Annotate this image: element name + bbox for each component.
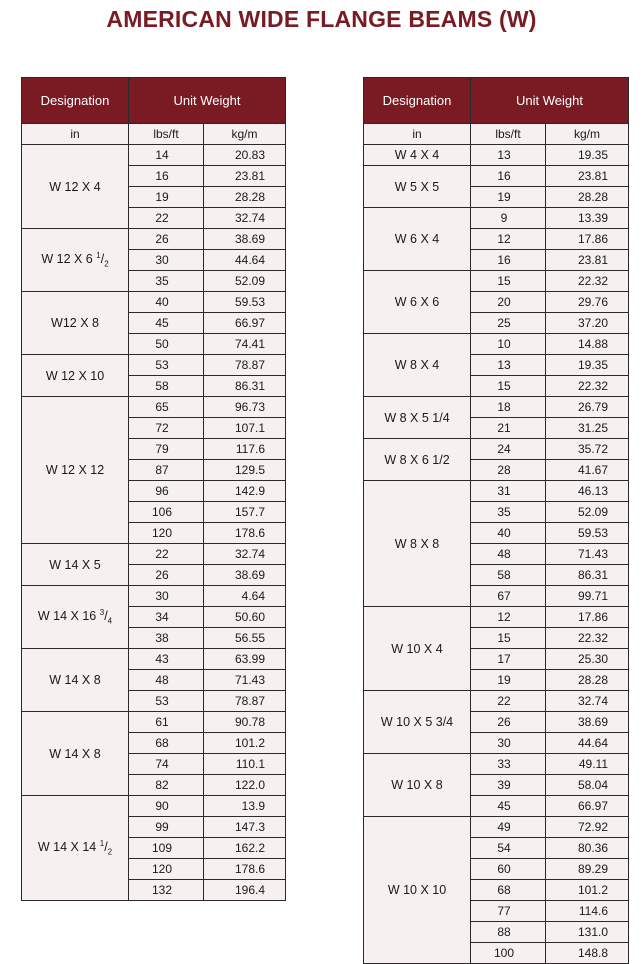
fraction-numerator: 1 (96, 251, 101, 261)
unit-in-header: in (364, 124, 471, 145)
designation-cell (22, 586, 129, 649)
kg-per-m-cell: 178.6 (204, 859, 286, 880)
designation-label: W 12 X 4 (49, 179, 101, 194)
kg-per-m-cell: 59.53 (204, 292, 286, 313)
lbs-per-ft-cell: 68 (129, 733, 204, 754)
designation-label: W 12 X 12 (45, 463, 105, 477)
kg-per-m-cell: 178.6 (204, 523, 286, 544)
lbs-per-ft-cell: 90 (129, 796, 204, 817)
designation-cell (364, 166, 471, 208)
kg-per-m-cell: 147.3 (204, 817, 286, 838)
fraction-denominator: 2 (107, 847, 113, 857)
designation-cell (22, 145, 129, 229)
lbs-per-ft-cell: 16 (471, 166, 546, 187)
lbs-per-ft-cell: 16 (129, 166, 204, 187)
fraction-numerator: 3 (99, 608, 105, 618)
lbs-per-ft-cell: 67 (471, 586, 546, 607)
table-row (22, 229, 286, 250)
lbs-per-ft-cell: 45 (129, 313, 204, 334)
lbs-per-ft-cell: 48 (471, 544, 546, 565)
lbs-per-ft-cell: 53 (129, 691, 204, 712)
table-row (364, 145, 629, 166)
kg-per-m-cell: 41.67 (546, 460, 629, 481)
kg-per-m-cell: 71.43 (546, 544, 629, 565)
designation-label: W 14 X 14 (37, 840, 97, 855)
kg-per-m-cell: 56.55 (204, 628, 286, 649)
kg-per-m-cell: 19.35 (546, 355, 629, 376)
kg-per-m-cell: 196.4 (204, 880, 286, 901)
lbs-per-ft-cell: 38 (129, 628, 204, 649)
designation-cell (22, 649, 129, 712)
kg-per-m-cell: 71.43 (204, 670, 286, 691)
designation-label: W 8 X 4 (394, 358, 440, 372)
kg-per-m-cell: 72.92 (546, 817, 629, 838)
designation-cell (22, 355, 129, 397)
table-row (22, 544, 286, 565)
lbs-per-ft-cell: 13 (471, 145, 546, 166)
unit-kg-header: kg/m (204, 124, 286, 145)
lbs-per-ft-cell: 49 (471, 817, 546, 838)
kg-per-m-cell: 23.81 (546, 166, 629, 187)
designation-cell (364, 397, 471, 439)
lbs-per-ft-cell: 68 (471, 880, 546, 901)
lbs-per-ft-cell: 16 (471, 250, 546, 271)
lbs-per-ft-cell: 18 (471, 397, 546, 418)
lbs-per-ft-cell: 34 (129, 607, 204, 628)
kg-per-m-cell: 17.86 (546, 607, 629, 628)
kg-per-m-cell: 117.6 (204, 439, 286, 460)
kg-per-m-cell: 90.78 (204, 712, 286, 733)
unit-weight-header: Unit Weight (471, 78, 629, 124)
kg-per-m-cell: 59.53 (546, 523, 629, 544)
kg-per-m-cell: 25.30 (546, 649, 629, 670)
lbs-per-ft-cell: 30 (471, 733, 546, 754)
kg-per-m-cell: 101.2 (546, 880, 629, 901)
lbs-per-ft-cell: 54 (471, 838, 546, 859)
lbs-per-ft-cell: 24 (471, 439, 546, 460)
unit-weight-header: Unit Weight (129, 78, 286, 124)
lbs-per-ft-cell: 22 (471, 691, 546, 712)
designation-label: W 14 X 8 (49, 746, 101, 761)
lbs-per-ft-cell: 39 (471, 775, 546, 796)
fraction-slash: / (100, 252, 105, 267)
table-row (364, 607, 629, 628)
kg-per-m-cell: 32.74 (204, 544, 286, 565)
unit-kg-header: kg/m (546, 124, 629, 145)
lbs-per-ft-cell: 48 (129, 670, 204, 691)
right-beam-table (363, 77, 629, 964)
kg-per-m-cell: 4.64 (204, 586, 286, 607)
designation-cell (364, 481, 471, 607)
lbs-per-ft-cell: 50 (129, 334, 204, 355)
kg-per-m-cell: 20.83 (204, 145, 286, 166)
lbs-per-ft-cell: 79 (129, 439, 204, 460)
kg-per-m-cell: 52.09 (204, 271, 286, 292)
kg-per-m-cell: 38.69 (204, 229, 286, 250)
lbs-per-ft-cell: 19 (129, 187, 204, 208)
kg-per-m-cell: 49.11 (546, 754, 629, 775)
page-title: AMERICAN WIDE FLANGE BEAMS (W) (106, 6, 537, 32)
designation-cell (364, 334, 471, 397)
kg-per-m-cell: 13.39 (546, 208, 629, 229)
lbs-per-ft-cell: 74 (129, 754, 204, 775)
lbs-per-ft-cell: 43 (129, 649, 204, 670)
kg-per-m-cell: 23.81 (546, 250, 629, 271)
designation-label: W 8 X 6 1/2 (384, 452, 450, 467)
designation-label: W 8 X 8 (394, 536, 440, 551)
designation-cell (364, 439, 471, 481)
designation-cell (364, 607, 471, 691)
lbs-per-ft-cell: 20 (471, 292, 546, 313)
kg-per-m-cell: 28.28 (204, 187, 286, 208)
unit-lbs-header: lbs/ft (129, 124, 204, 145)
lbs-per-ft-cell: 28 (471, 460, 546, 481)
kg-per-m-cell: 131.0 (546, 922, 629, 943)
designation-label: W 12 X 10 (45, 368, 105, 383)
table-row (364, 334, 629, 355)
designation-label: W 14 X 5 (49, 557, 101, 572)
lbs-per-ft-cell: 10 (471, 334, 546, 355)
lbs-per-ft-cell: 35 (129, 271, 204, 292)
fraction-numerator: 1 (99, 839, 105, 849)
kg-per-m-cell: 29.76 (546, 292, 629, 313)
lbs-per-ft-cell: 26 (471, 712, 546, 733)
kg-per-m-cell: 28.28 (546, 187, 629, 208)
kg-per-m-cell: 52.09 (546, 502, 629, 523)
kg-per-m-cell: 107.1 (204, 418, 286, 439)
lbs-per-ft-cell: 40 (471, 523, 546, 544)
kg-per-m-cell: 80.36 (546, 838, 629, 859)
fraction-denominator: 4 (107, 616, 113, 626)
fraction-slash: / (104, 840, 108, 855)
kg-per-m-cell: 32.74 (204, 208, 286, 229)
kg-per-m-cell: 122.0 (204, 775, 286, 796)
lbs-per-ft-cell: 15 (471, 628, 546, 649)
table-row (364, 166, 629, 187)
lbs-per-ft-cell: 15 (471, 376, 546, 397)
kg-per-m-cell: 37.20 (546, 313, 629, 334)
kg-per-m-cell: 162.2 (204, 838, 286, 859)
kg-per-m-cell: 35.72 (546, 439, 629, 460)
kg-per-m-cell: 38.69 (204, 565, 286, 586)
kg-per-m-cell: 74.41 (204, 334, 286, 355)
table-row (364, 481, 629, 502)
lbs-per-ft-cell: 19 (471, 187, 546, 208)
designation-label: W 10 X 10 (387, 883, 447, 897)
kg-per-m-cell: 22.32 (546, 376, 629, 397)
kg-per-m-cell: 99.71 (546, 586, 629, 607)
designation-label: W 10 X 5 3/4 (380, 715, 454, 729)
designation-label: W 5 X 5 (394, 179, 440, 194)
designation-cell (364, 691, 471, 754)
lbs-per-ft-cell: 40 (129, 292, 204, 313)
lbs-per-ft-cell: 30 (129, 250, 204, 271)
lbs-per-ft-cell: 21 (471, 418, 546, 439)
kg-per-m-cell: 66.97 (546, 796, 629, 817)
kg-per-m-cell: 86.31 (546, 565, 629, 586)
kg-per-m-cell: 44.64 (546, 733, 629, 754)
lbs-per-ft-cell: 22 (129, 544, 204, 565)
lbs-per-ft-cell: 13 (471, 355, 546, 376)
designation-label: W 6 X 4 (394, 232, 440, 246)
designation-cell (364, 754, 471, 817)
kg-per-m-cell: 32.74 (546, 691, 629, 712)
designation-cell (364, 271, 471, 334)
table-row (22, 649, 286, 670)
table-row (22, 397, 286, 418)
lbs-per-ft-cell: 100 (471, 943, 546, 964)
designation-label: W 10 X 8 (391, 778, 443, 792)
kg-per-m-cell: 22.32 (546, 628, 629, 649)
kg-per-m-cell: 22.32 (546, 271, 629, 292)
kg-per-m-cell: 148.8 (546, 943, 629, 964)
table-row (22, 145, 286, 166)
designation-label: W 12 X 6 (41, 252, 93, 267)
kg-per-m-cell: 142.9 (204, 481, 286, 502)
table-row (22, 355, 286, 376)
designation-cell (364, 817, 471, 964)
kg-per-m-cell: 96.73 (204, 397, 286, 418)
kg-per-m-cell: 86.31 (204, 376, 286, 397)
lbs-per-ft-cell: 61 (129, 712, 204, 733)
kg-per-m-cell: 31.25 (546, 418, 629, 439)
kg-per-m-cell: 58.04 (546, 775, 629, 796)
kg-per-m-cell: 13.9 (204, 796, 286, 817)
unit-lbs-header: lbs/ft (471, 124, 546, 145)
lbs-per-ft-cell: 120 (129, 859, 204, 880)
lbs-per-ft-cell: 25 (471, 313, 546, 334)
kg-per-m-cell: 63.99 (204, 649, 286, 670)
designation-label: W 10 X 4 (391, 641, 443, 656)
lbs-per-ft-cell: 12 (471, 229, 546, 250)
table-row (364, 817, 629, 838)
kg-per-m-cell: 28.28 (546, 670, 629, 691)
designation-cell (22, 397, 129, 544)
lbs-per-ft-cell: 30 (129, 586, 204, 607)
table-row (364, 691, 629, 712)
table-row (22, 292, 286, 313)
lbs-per-ft-cell: 15 (471, 271, 546, 292)
kg-per-m-cell: 38.69 (546, 712, 629, 733)
designation-cell (22, 796, 129, 901)
kg-per-m-cell: 17.86 (546, 229, 629, 250)
designation-cell (22, 712, 129, 796)
table-row (22, 586, 286, 607)
kg-per-m-cell: 157.7 (204, 502, 286, 523)
kg-per-m-cell: 26.79 (546, 397, 629, 418)
fraction-denominator: 2 (104, 259, 109, 269)
kg-per-m-cell: 78.87 (204, 355, 286, 376)
kg-per-m-cell: 23.81 (204, 166, 286, 187)
lbs-per-ft-cell: 109 (129, 838, 204, 859)
kg-per-m-cell: 44.64 (204, 250, 286, 271)
lbs-per-ft-cell: 22 (129, 208, 204, 229)
kg-per-m-cell: 114.6 (546, 901, 629, 922)
lbs-per-ft-cell: 77 (471, 901, 546, 922)
kg-per-m-cell: 14.88 (546, 334, 629, 355)
left-beam-table (21, 77, 286, 901)
lbs-per-ft-cell: 53 (129, 355, 204, 376)
lbs-per-ft-cell: 33 (471, 754, 546, 775)
designation-label: W 14 X 16 (37, 609, 97, 624)
lbs-per-ft-cell: 82 (129, 775, 204, 796)
kg-per-m-cell: 66.97 (204, 313, 286, 334)
designation-cell (22, 544, 129, 586)
lbs-per-ft-cell: 72 (129, 418, 204, 439)
kg-per-m-cell: 50.60 (204, 607, 286, 628)
designation-label: W12 X 8 (51, 316, 99, 330)
table-row (364, 754, 629, 775)
unit-in-header: in (22, 124, 129, 145)
lbs-per-ft-cell: 99 (129, 817, 204, 838)
kg-per-m-cell: 19.35 (546, 145, 629, 166)
lbs-per-ft-cell: 60 (471, 859, 546, 880)
lbs-per-ft-cell: 132 (129, 880, 204, 901)
lbs-per-ft-cell: 26 (129, 565, 204, 586)
designation-cell (364, 145, 471, 166)
designation-header: Designation (22, 78, 129, 124)
designation-label: W 6 X 6 (394, 295, 440, 309)
kg-per-m-cell: 129.5 (204, 460, 286, 481)
designation-label: W 14 X 8 (49, 673, 101, 687)
lbs-per-ft-cell: 106 (129, 502, 204, 523)
lbs-per-ft-cell: 96 (129, 481, 204, 502)
lbs-per-ft-cell: 87 (129, 460, 204, 481)
lbs-per-ft-cell: 9 (471, 208, 546, 229)
table-row (364, 439, 629, 460)
table-row (364, 397, 629, 418)
lbs-per-ft-cell: 65 (129, 397, 204, 418)
fraction-slash: / (104, 609, 108, 624)
lbs-per-ft-cell: 58 (129, 376, 204, 397)
designation-label: W 8 X 5 1/4 (384, 410, 450, 425)
lbs-per-ft-cell: 88 (471, 922, 546, 943)
lbs-per-ft-cell: 35 (471, 502, 546, 523)
designation-cell (364, 208, 471, 271)
designation-label: W 4 X 4 (394, 148, 440, 162)
lbs-per-ft-cell: 14 (129, 145, 204, 166)
lbs-per-ft-cell: 45 (471, 796, 546, 817)
lbs-per-ft-cell: 58 (471, 565, 546, 586)
kg-per-m-cell: 89.29 (546, 859, 629, 880)
table-row (22, 796, 286, 817)
lbs-per-ft-cell: 120 (129, 523, 204, 544)
kg-per-m-cell: 110.1 (204, 754, 286, 775)
lbs-per-ft-cell: 31 (471, 481, 546, 502)
kg-per-m-cell: 101.2 (204, 733, 286, 754)
lbs-per-ft-cell: 12 (471, 607, 546, 628)
designation-cell (22, 229, 129, 292)
table-row (364, 271, 629, 292)
kg-per-m-cell: 78.87 (204, 691, 286, 712)
lbs-per-ft-cell: 19 (471, 670, 546, 691)
designation-cell (22, 292, 129, 355)
kg-per-m-cell: 46.13 (546, 481, 629, 502)
lbs-per-ft-cell: 26 (129, 229, 204, 250)
table-row (22, 712, 286, 733)
table-row (364, 208, 629, 229)
designation-header: Designation (364, 78, 471, 124)
lbs-per-ft-cell: 17 (471, 649, 546, 670)
